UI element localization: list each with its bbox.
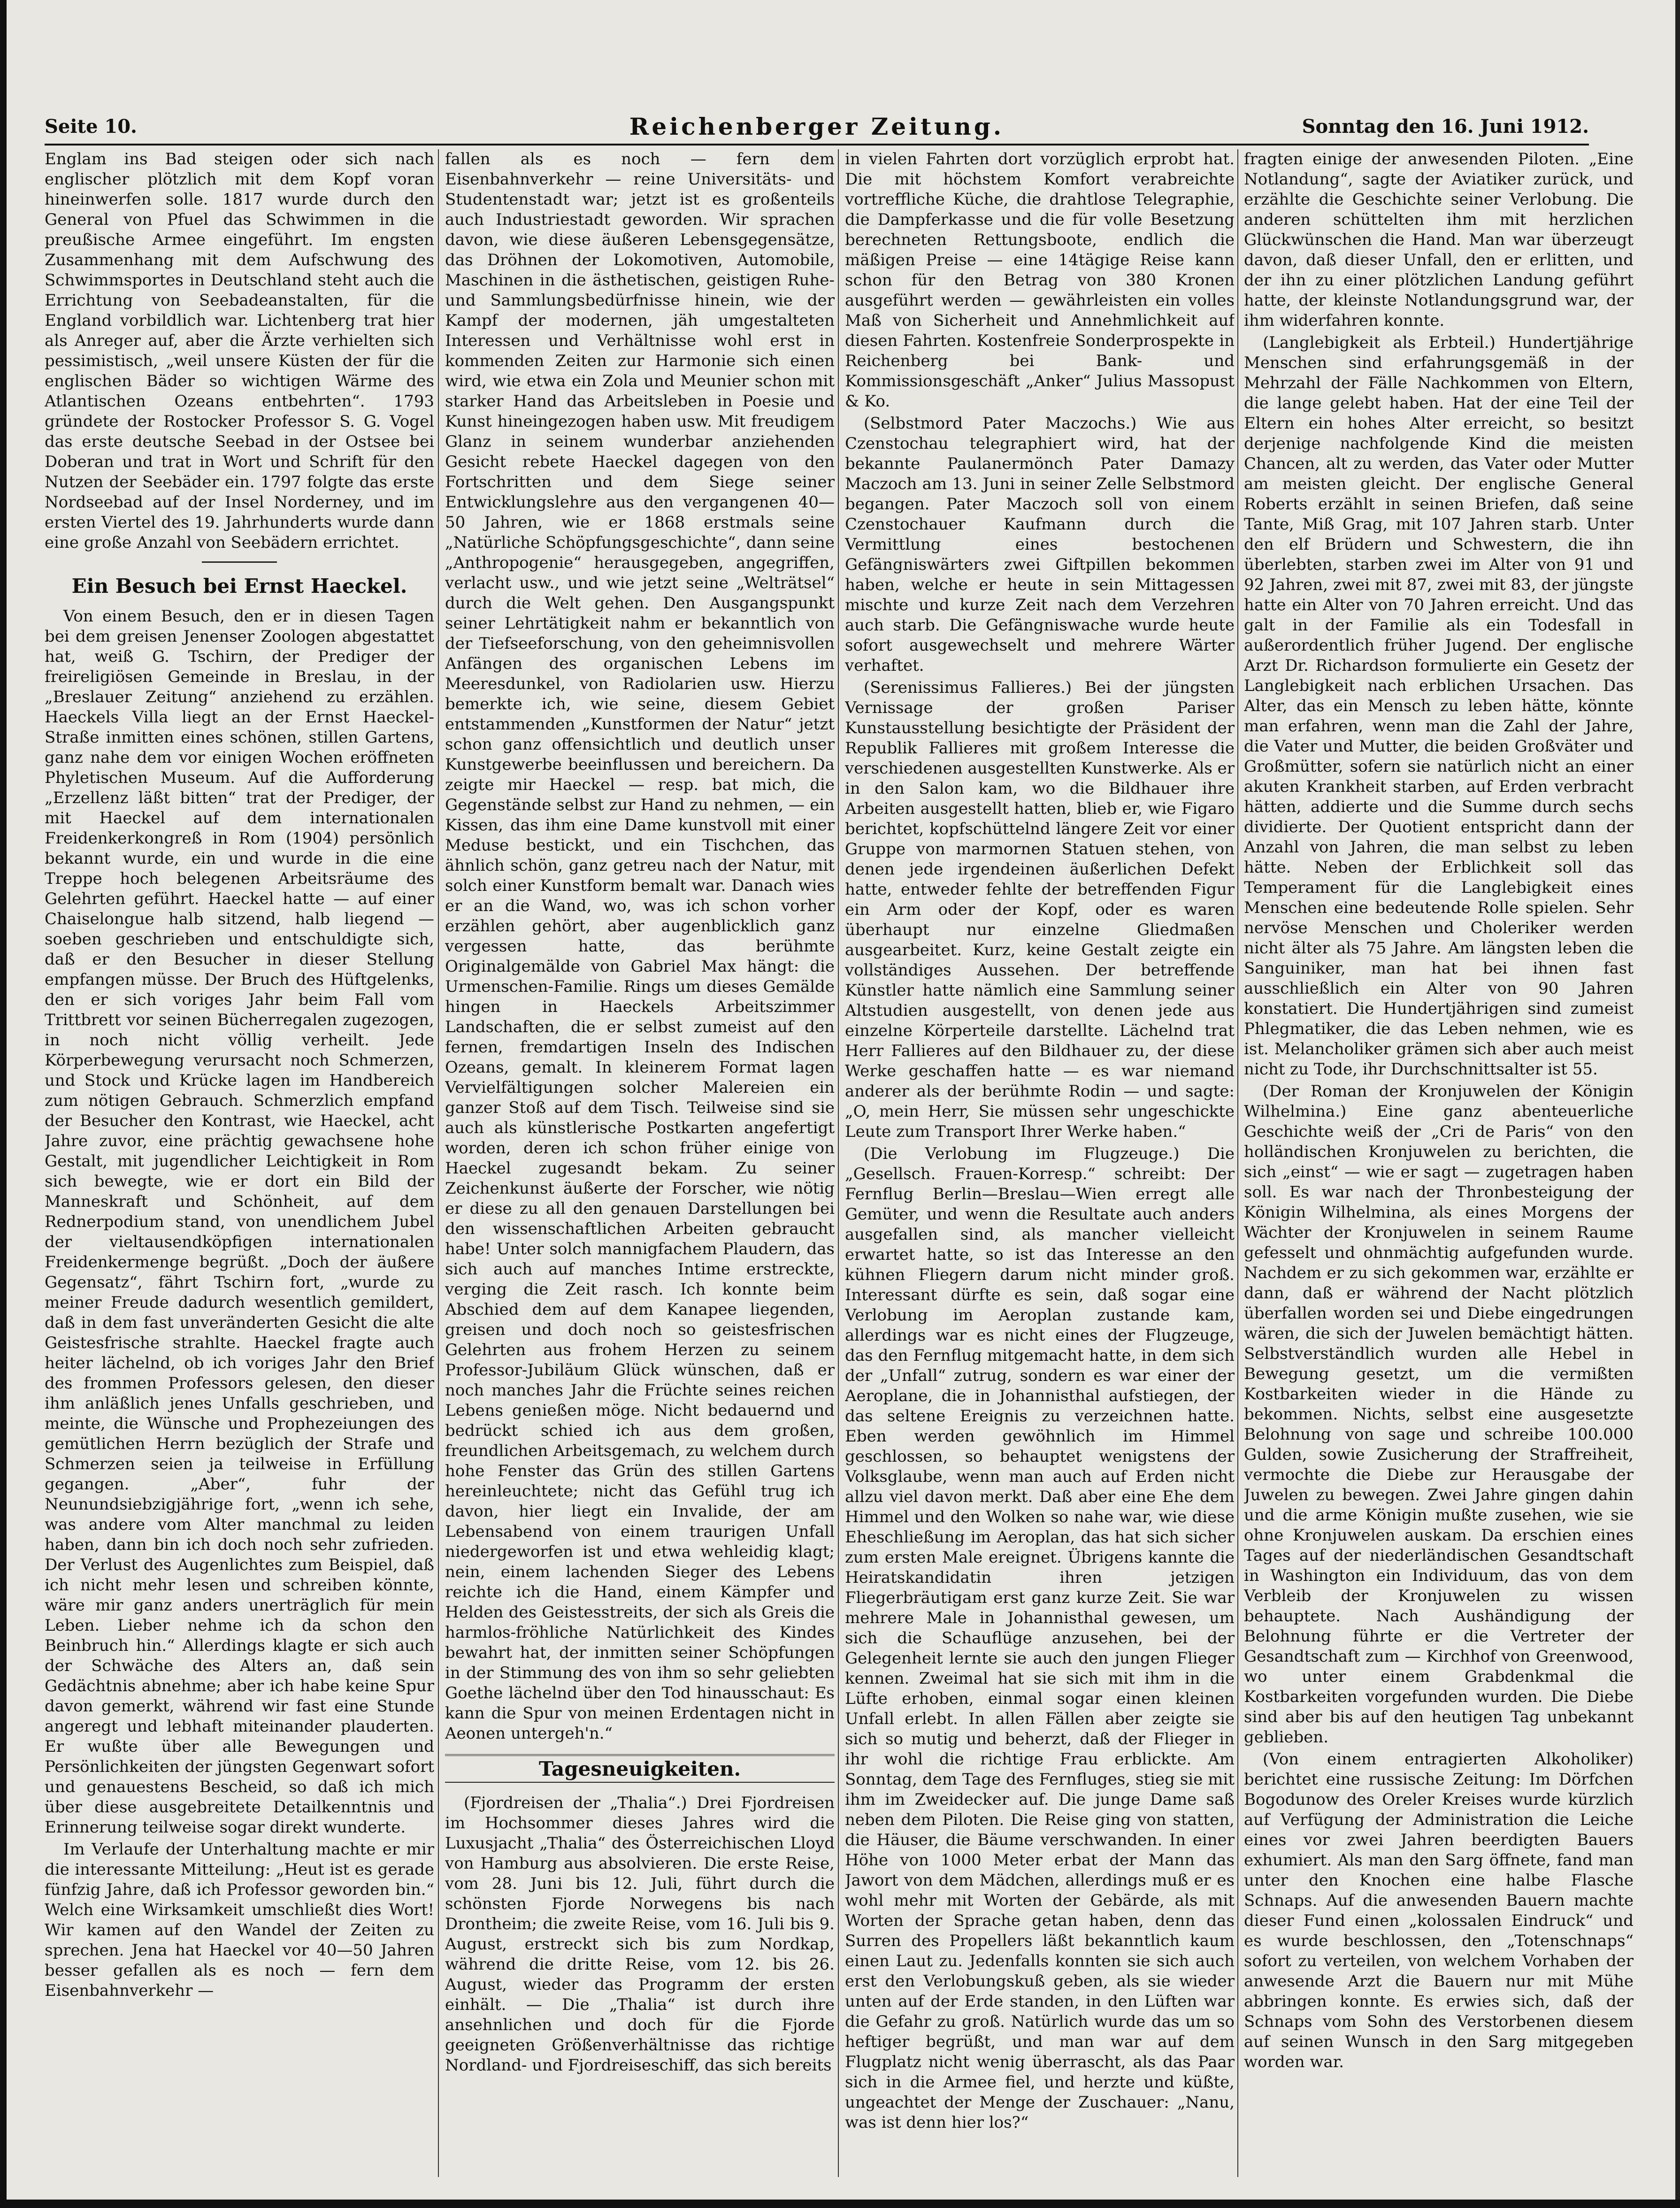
column-1 <box>45 149 434 2177</box>
article-text: Im Verlaufe der Unterhaltung machte er mir die interessante Mitteilung: „Heut ist es gerade fünfzig Jahre, daß ich Professor geworden bin.“ Welch eine Wirksamkeit umschließt dies Wort! Wir kamen auf den Wandel der Zeiten zu sprechen. Jena hat Haeckel vor 40—50 Jahren besser gefallen als es noch — fern dem Eisenbahnverkehr — <box>45 1840 434 2000</box>
news-item: (Der Roman der Kronjuwelen der Königin Wilhelmina.) Eine ganz abenteuerliche Geschichte weiß der „Cri de Paris“ von den holländischen Kronjuwelen zu berichten, die sich „einst“ — wie er sagt — zugetragen haben soll. Es war nach der Thronbesteigung der Königin Wilhelmina, als eines Morgens der Wächter der Kronjuwelen in seinem Raume gefesselt und ohnmächtig aufgefunden wurde. Nachdem er zu sich gekommen war, erzählte er dann, daß er während der Nacht plötzlich überfallen worden sei und Diebe eingedrungen wären, die sich der Juwelen bemächtigt hätten. Selbstverständlich wurden alle Hebel in Bewegung gesetzt, um die vermißten Kostbarkeiten wieder in die Hände zu bekommen. Nichts, selbst eine ausgesetzte Belohnung von sage und schreibe 100.000 Gulden, sowie Zusicherung der Straffreiheit, vermochte die Diebe zur Herausgabe der Juwelen zu bewegen. Zwei Jahre gingen dahin und die arme Königin mußte zusehen, wie sie ohne Kronjuwelen auskam. Da erschien eines Tages auf der niederländischen Gesandtschaft in Washington ein Individuum, das von dem Verbleib der Kronjuwelen zu wissen behauptete. Nach Aushändigung der Belohnung führte er die Vertreter der Gesandtschaft zum — Kirchhof von Greenwood, wo unter einem Grabdenkmal die Kostbarkeiten vorgefunden wurden. Die Diebe sind aber bis auf den heutigen Tag unbekannt geblieben. <box>1244 1082 1634 1747</box>
section-heading: Tagesneuigkeiten. <box>445 1754 835 1783</box>
article-text: Englam ins Bad steigen oder sich nach englischer plötzlich mit dem Kopf voran hineinwerfen solle. 1817 wurde durch den General von Pfuel das Schwimmen in die preußische Armee eingeführt. Im engsten Zusammenhang mit dem Aufschwung des Schwimmsportes in Deutschland steht auch die Errichtung von Seebadeanstalten, für die England vorbildlich war. Lichtenberg trat hier als Anreger auf, aber die Ärzte verhielten sich pessimistisch, „weil unsere Küsten der für die englischen Bäder so wichtigen Wärme des Atlantischen Ozeans entbehrten“. 1793 gründete der Rostocker Professor S. G. Vogel das erste deutsche Seebad in der Ostsee bei Doberan und trat in Wort und Schrift für den Nutzen der Seebäder ein. 1797 folgte das erste Nordseebad auf der Insel Norderney, und im ersten Viertel des 19. Jahrhunderts wurde dann eine große Anzahl von Seebädern errichtet. <box>45 150 434 552</box>
column-2 <box>445 149 835 2177</box>
news-item: (Langlebigkeit als Erbteil.) Hundertjährige Menschen sind erfahrungsgemäß in der Mehrzahl der Fälle Nachkommen von Eltern, die lange gelebt haben. Hat der eine Teil der Eltern ein hohes Alter erreicht, so besitzt derjenige nachfolgende Kind die meisten Chancen, alt zu werden, das Vater oder Mutter am meisten gleicht. Der englische General Roberts erzählt in seinen Briefen, daß seine Tante, Miß Grag, mit 107 Jahren starb. Unter den elf Brüdern und Schwestern, die ihn überlebten, starben zwei im Alter von 91 und 92 Jahren, zwei mit 87, zwei mit 83, der jüngste hatte ein Alter von 70 Jahren erreicht. Und das galt in der Familie als ein Todesfall in außerordentlich früher Jugend. Der englische Arzt Dr. Richardson formulierte ein Gesetz der Langlebigkeit nach erblichen Ursachen. Das Alter, das ein Mensch zu leben hätte, könnte man erfahren, wenn man die Zahl der Jahre, die Vater und Mutter, die beiden Großväter und Großmütter, sofern sie natürlich nicht an einer akuten Krankheit starben, auf Erden verbracht hätten, addierte und die Summe durch sechs dividierte. Der Quotient entspricht dann der Anzahl von Jahren, die man selbst zu leben hätte. Neben der Erblichkeit soll das Temperament für die Langlebigkeit eines Menschen eine bedeutende Rolle spielen. Sehr nervöse Menschen und Choleriker werden nicht älter als 75 Jahre. Am längsten leben die Sanguiniker, man hat bei ihnen fast ausschließlich ein Alter von 90 Jahren konstatiert. Die Hundertjährigen sind zumeist Phlegmatiker, die das Leben nehmen, wie es ist. Melancholiker grämen sich aber auch meist nicht zu Tode, ihr Durchschnittsalter ist 55. <box>1244 333 1634 1079</box>
column-4 <box>1244 149 1634 2177</box>
masthead <box>45 113 1589 143</box>
newspaper-title: Reichenberger Zeitung. <box>629 113 1005 140</box>
news-item: (Fjordreisen der „Thalia“.) Drei Fjordreisen im Hochsommer dieses Jahres wird die Luxusjacht „Thalia“ des Österreichischen Lloyd von Hamburg aus absolvieren. Die erste Reise, vom 28. Juni bis 12. Juli, führt durch die schönsten Fjorde Norwegens bis nach Drontheim; die zweite Reise, vom 16. Juli bis 9. August, erstreckt sich bis zum Nordkap, während die dritte Reise, vom 12. bis 26. August, wieder das Programm der ersten einhält. — Die „Thalia“ ist durch ihre ansehnlichen und doch für die Fjorde geeigneten Größenverhältnisse das richtige Nordland- und Fjordreiseschiff, das sich bereits <box>445 1794 835 2075</box>
news-item: in vielen Fahrten dort vorzüglich erprobt hat. Die mit höchstem Komfort verabreichte vortreffliche Küche, die drahtlose Telegraphie, die Dampferkasse und die für volle Besetzung berechneten Rettungsboote, endlich die mäßigen Preise — eine 14tägige Reise kann schon für den Betrag von 380 Kronen ausgeführt werden — gewährleisten ein volles Maß von Sicherheit und Annehmlichkeit auf diesen Fahrten. Kostenfreie Sonderprospekte in Reichenberg bei Bank- und Kommissionsgeschäft „Anker“ Julius Massopust & Ko. <box>845 150 1235 411</box>
page-edge-left <box>0 0 7 2208</box>
masthead-rule <box>45 144 1589 146</box>
news-item: (Die Verlobung im Flugzeuge.) Die „Gesellsch. Frauen-Korresp.“ schreibt: Der Fernflug Berlin—Breslau—Wien erregt alle Gemüter, und wenn die Resultate auch anders ausgefallen sind, als mancher vielleicht erwartet hatte, so ist das Interesse an den kühnen Fliegern darum nicht minder groß. Interessant dürfte es sein, daß sogar eine Verlobung im Aeroplan zustande kam, allerdings war es nicht eines der Flugzeuge, das den Fernflug mitgemacht hatte, in dem sich der „Unfall“ zutrug, sondern es war einer der Aeroplane, die in Johannisthal aufstiegen, der das seltene Ereignis zu verzeichnen hatte. Eben werden gewöhnlich im Himmel geschlossen, so behauptet wenigstens der Volksglaube, wenn man auch auf Erden nicht allzu viel davon merkt. Daß aber eine Ehe dem Himmel und den Wolken so nahe war, wie diese Eheschließung im Aeroplan, das hat sich sicher zum ersten Male ereignet. Übrigens kannte die Heiratskandidatin ihren jetzigen Fliegerbräutigam erst ganz kurze Zeit. Sie war mehrere Male in Johannisthal gewesen, um sich die Schauflüge anzusehen, bei der Gelegenheit lernte sie auch den jungen Flieger kennen. Zweimal hat sie sich mit ihm in die Lüfte erhoben, einmal sogar einen kleinen Unfall erlebt. In allen Fällen aber zeigte sie sich so mutig und beherzt, daß der Flieger in ihr wohl die richtige Frau erblickte. Am Sonntag, dem Tage des Fernfluges, stieg sie mit ihm im Zweidecker auf. Die junge Dame saß neben dem Piloten. Die Reise ging von statten, die Häuser, die Bäume verschwanden. In einer Höhe von 1000 Meter erbat der Mann das Jawort von dem Mädchen, allerdings muß er es wohl mehr mit Worten der Gebärde, als mit Worten der Sprache getan haben, denn das Surren des Propellers läßt bekanntlich kaum einen Laut zu. Jedenfalls konnten sie sich auch erst den Verlobungskuß geben, als sie wieder unten auf der Erde standen, in den Lüften war die Gefahr zu groß. Natürlich wurde das um so heftiger begrüßt, und man war auf dem Flugplatz nicht wenig überrascht, als das Paar sich in die Armee fiel, und herzte und küßte, ungeachtet der Menge der Zuschauer: „Nanu, was ist denn hier los?“ <box>845 1144 1235 2132</box>
page-edge-right <box>1675 0 1680 2208</box>
article-text: Von einem Besuch, den er in diesen Tagen bei dem greisen Jenenser Zoologen abgestattet hat, weiß G. Tschirn, der Prediger der freireligiösen Gemeinde in Breslau, in der „Breslauer Zeitung“ anziehend zu erzählen. Haeckels Villa liegt an der Ernst Haeckel-Straße inmitten eines schönen, stillen Gartens, ganz nahe dem vor einigen Wochen eröffneten Phyletischen Museum. Auf die Aufforderung „Erzellenz läßt bitten“ trat der Prediger, der mit Haeckel auf dem internationalen Freidenkerkongreß in Rom (1904) persönlich bekannt wurde, ein und wurde in die eine Treppe hoch belegenen Arbeitsräume des Gelehrten geführt. Haeckel hatte — auf einer Chaiselongue halb sitzend, halb liegend — soeben geschrieben und entschuldigte sich, daß er den Besucher in dieser Stellung empfangen müsse. Der Bruch des Hüftgelenks, den er sich voriges Jahr beim Fall vom Trittbrett vor seinen Bücherregalen zugezogen, in noch nicht völlig verheilt. Jede Körperbewegung verursacht noch Schmerzen, und Stock und Krücke lagen im Handbereich zum nötigen Gebrauch. Schmerzlich empfand der Besucher den Kontrast, wie Haeckel, acht Jahre zuvor, eine prächtig gewachsene hohe Gestalt, mit jugendlicher Leichtigkeit in Rom sich bewegte, wie er dort ein Bild der Manneskraft und Schönheit, auf dem Rednerpodium stand, von unendlichem Jubel der vieltausendköpfigen internationalen Freidenkermenge begrüßt. „Doch der äußere Gegensatz“, fährt Tschirn fort, „wurde zu meiner Freude dadurch wesentlich gemildert, daß in dem fast unveränderten Gesicht die alte Geistesfrische strahlte. Haeckel fragte auch heiter lächelnd, ob ich voriges Jahr den Brief des frommen Professors gelesen, den dieser ihm anläßlich jenes Unfalls geschrieben, und meinte, die Wünsche und Prophezeiungen des gemütlichen Herrn bezüglich der Strafe und Schmerzen seien ja teilweise in Erfüllung gegangen. „Aber“, fuhr der Neunundsiebzigjährige fort, „wenn ich sehe, was andere vom Alter manchmal zu leiden haben, dann bin ich doch noch sehr zufrieden. Der Verlust des Augenlichtes zum Beispiel, daß ich nicht mehr lesen und schreiben könnte, wäre mir ganz anders unerträglich für mein Leben. Lieber nehme ich da schon den Beinbruch hin.“ Allerdings klagte er sich auch der Schwäche des Alters an, daß sein Gedächtnis abnehme; aber ich habe keine Spur davon gemerkt, während wir fast eine Stunde angeregt und lebhaft miteinander plauderten. Er wußte über alle Bewegungen und Persönlichkeiten der jüngsten Gegenwart sofort und genauestens Bescheid, so daß ich mich über diese ausgebreitete Detailkenntnis und Erinnerung teilweise sogar direkt wunderte. <box>45 607 434 1837</box>
article-heading: Ein Besuch bei Ernst Haeckel. <box>71 575 407 598</box>
page-edge-bottom <box>0 2200 1680 2208</box>
news-item: fragten einige der anwesenden Piloten. „Eine Notlandung“, sagte der Aviatiker zurück, und erzählte die Geschichte seiner Verlobung. Die anderen schüttelten ihm mit herzlichen Glückwünschen die Hand. Man war überzeugt davon, daß dieser Unfall, den er erlitten, und der ihn zu einer plötzlichen Landung geführt hatte, der kleinste Notlandungsgrund war, der ihm widerfahren konnte. <box>1244 150 1634 330</box>
news-item: (Von einem entragierten Alkoholiker) berichtet eine russische Zeitung: Im Dörfchen Bogodunow des Oreler Kreises wurde kürzlich auf Verfügung der Administration die Leiche eines vor zwei Jahren beerdigten Bauers exhumiert. Als man den Sarg öffnete, fand man unter den Knochen eine halbe Flasche Schnaps. Auf die anwesenden Bauern machte dieser Fund einen „kolossalen Eindruck“ und es wurde beschlossen, den „Totenschnaps“ sofort zu verteilen, von welchem Vorhaben der anwesende Arzt die Bauern nur mit Mühe abbringen konnte. Es erwies sich, daß der Schnaps vom Sohn des Verstorbenen diesem auf seinen Wunsch in den Sarg mitgegeben worden war. <box>1244 1750 1634 2071</box>
column-divider <box>1237 149 1238 2177</box>
news-item: (Selbstmord Pater Maczochs.) Wie aus Czenstochau telegraphiert wird, hat der bekannte Paulanermönch Pater Damazy Maczoch am 13. Juni in seiner Zelle Selbstmord begangen. Pater Maczoch soll von einem Czenstochauer Kaufmann durch die Vermittlung eines bestochenen Gefängniswärters zwei Giftpillen bekommen haben, welche er heute in sein Mittagessen mischte und kurze Zeit nach dem Verzehren auch starb. Die Gefängniswache wurde heute sofort ausgewechselt und mehrere Wärter verhaftet. <box>845 414 1235 675</box>
column-divider <box>438 149 439 2177</box>
section-separator <box>202 561 277 563</box>
column-3 <box>845 149 1235 2177</box>
article-text: fallen als es noch — fern dem Eisenbahnverkehr — reine Universitäts- und Studentenstadt war; jetzt ist es großenteils auch Industriestadt geworden. Wir sprachen davon, wie diese äußeren Lebensgegensätze, das Dröhnen der Lokomotiven, Automobile, Maschinen in die ästhetischen, geistigen Ruhe- und Sammlungsbedürfnisse hinein, wie der Kampf der modernen, jäh umgestalteten Interessen und Verhältnisse wohl erst in kommenden Zeiten zur Harmonie sich einen wird, wie etwa ein Zola und Meunier schon mit starker Hand das Arbeitsleben in Poesie und Kunst hineingezogen haben usw. Mit freudigem Glanz in seinem wunderbar anziehenden Gesicht rebete Haeckel dagegen von den Fortschritten und dem Siege seiner Entwicklungslehre aus den vergangenen 40—50 Jahren, wie er 1868 erstmals seine „Natürliche Schöpfungsgeschichte“, dann seine „Anthropogenie“ herausgegeben, angegriffen, verlacht usw., und wie jetzt seine „Welträtsel“ durch die Welt gehen. Den Ausgangspunkt seiner Lehrtätigkeit nahm er bekanntlich von der Tiefseeforschung, von den geheimnisvollen Anfängen des organischen Lebens im Meeresdunkel, von Radiolarien usw. Hierzu bemerkte ich, wie seine, diesem Gebiet entstammenden „Kunstformen der Natur“ jetzt schon ganz offensichtlich und deutlich unser Kunstgewerbe beeinflussen und bereichern. Da zeigte mir Haeckel — resp. bat mich, die Gegenstände selbst zur Hand zu nehmen, — ein Kissen, das ihm eine Dame kunstvoll mit einer Meduse bestickt, und ein Tischchen, das ähnlich schön, ganz getreu nach der Natur, mit solch einer Kunstform bemalt war. Danach wies er an die Wand, wo, was ich schon vorher erzählen gehört, aber augenblicklich ganz vergessen hatte, das berühmte Originalgemälde von Gabriel Max hängt: die Urmenschen-Familie. Rings um dieses Gemälde hingen in Haeckels Arbeitszimmer Landschaften, die er selbst zumeist auf den fernen, fremdartigen Inseln des Indischen Ozeans, gemalt. In kleinerem Format lagen Vervielfältigungen solcher Malereien ein ganzer Stoß auf dem Tisch. Teilweise sind sie auch als künstlerische Postkarten angefertigt worden, deren ich schon früher einige von Haeckel zugesandt bekam. Zu seiner Zeichenkunst äußerte der Forscher, wie nötig er diese zu all den genauen Darstellungen bei den wissenschaftlichen Arbeiten gebraucht habe! Unter solch mannigfachem Plaudern, das sich auch auf manches Intime erstreckte, verging die Zeit rasch. Ich konnte beim Abschied dem auf dem Kanapee liegenden, greisen und doch noch so geistesfrischen Gelehrten aus frohem Herzen zu seinem Professor-Jubiläum Glück wünschen, daß er noch manches Jahr die Früchte seines reichen Lebens genießen möge. Nicht bedauernd und bedrückt schied ich aus dem großen, freundlichen Arbeitsgemach, zu welchem durch hohe Fenster das Grün des stillen Gartens hereinleuchtete; nicht das Gefühl trug ich davon, hier liegt ein Invalide, der am Lebensabend von einem traurigen Unfall niedergeworfen ist und etwa wehleidig klagt; nein, einem lachenden Sieger des Lebens reichte ich die Hand, einem Kämpfer und Helden des Geistesstreits, der sich als Greis die harmlos-fröhliche Natürlichkeit des Kindes bewahrt hat, der inmitten seiner Schöpfungen in der Stimmung des von ihm so sehr geliebten Goethe lächelnd über den Tod hinausschaut: Es kann die Spur von meinen Erdentagen nicht in Aeonen untergeh'n.“ <box>445 150 835 1743</box>
issue-date: Sonntag den 16. Juni 1912. <box>1302 115 1589 138</box>
page-number: Seite 10. <box>45 115 137 138</box>
column-divider <box>838 149 839 2177</box>
news-item: (Serenissimus Fallieres.) Bei der jüngsten Vernissage der großen Pariser Kunstausstellung besichtigte der Präsident der Republik Fallieres mit großem Interesse die verschiedenen ausgestellten Kunstwerke. Als er in den Salon kam, wo die Bildhauer ihre Arbeiten ausgestellt hatten, blieb er, wie Figaro berichtet, kopfschüttelnd längere Zeit vor einer Gruppe von marmornen Statuen stehen, von denen jede irgendeinen äußerlichen Defekt hatte, entweder fehlte der betreffenden Figur ein Arm oder der Kopf, oder es waren überhaupt nur einzelne Gliedmaßen ausgearbeitet. Kurz, keine Gestalt zeigte ein vollständiges Aussehen. Der betreffende Künstler hatte nämlich eine Sammlung seiner Altstudien ausgestellt, von denen jede aus einzelne Körperteile darstellte. Lächelnd trat Herr Fallieres auf den Bildhauer zu, der diese Werke geschaffen hatte — es war niemand anderer als der berühmte Rodin — und sagte: „O, mein Herr, Sie müssen sehr ungeschickte Leute zum Transport Ihrer Werke haben.“ <box>845 678 1235 1141</box>
